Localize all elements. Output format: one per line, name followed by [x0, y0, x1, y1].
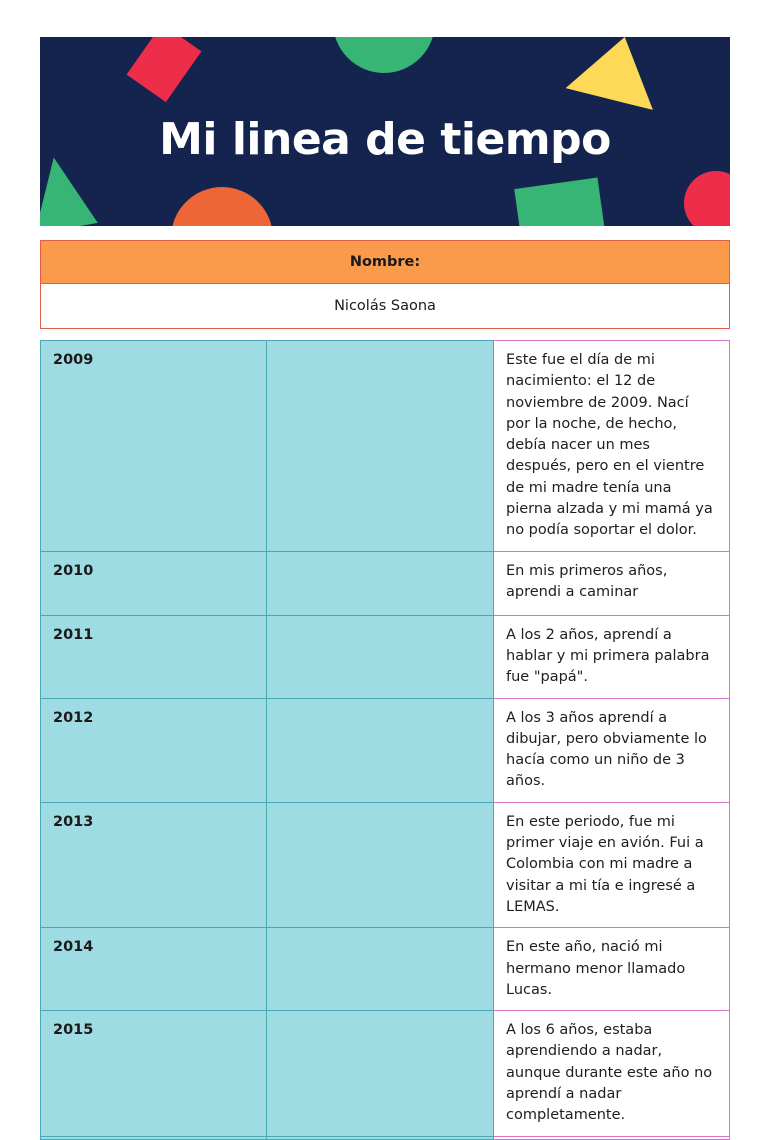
- red-rectangle-shape: [127, 37, 202, 102]
- timeline-description: A los 3 años aprendí a dibujar, pero obviamente lo hacía como un niño de 3 años.: [494, 698, 730, 802]
- name-table: [40, 240, 730, 329]
- timeline-empty-cell: [267, 1136, 494, 1139]
- timeline-description: Este fue el día de mi nacimiento: el 12 de noviembre de 2009. Nací por la noche, de hecho, debía nacer un mes después, pero en el vientre de mi madre tenía una pierna alzada y mi mamá ya no podía soportar el dolor.: [494, 341, 730, 552]
- timeline-empty-cell: [267, 615, 494, 698]
- timeline-empty-cell: [267, 802, 494, 927]
- timeline-year: 2011: [41, 615, 267, 698]
- timeline-year: 2013: [41, 802, 267, 927]
- timeline-empty-cell: [267, 341, 494, 552]
- timeline-year: 2009: [41, 341, 267, 552]
- red-circle-shape: [684, 171, 730, 226]
- timeline-year: 2012: [41, 698, 267, 802]
- timeline-year: 2014: [41, 928, 267, 1011]
- timeline-row: [41, 341, 730, 552]
- timeline-description: En este año, nació mi hermano menor llamado Lucas.: [494, 928, 730, 1011]
- green-semicircle-shape: [333, 37, 435, 73]
- timeline-row: [41, 802, 730, 927]
- timeline-empty-cell: [267, 928, 494, 1011]
- name-value: Nicolás Saona: [41, 284, 730, 329]
- timeline-description: A los 6 años, estaba aprendiendo a nadar, aunque durante este año no aprendí a nadar completamente.: [494, 1011, 730, 1136]
- green-triangle-shape: [40, 152, 98, 226]
- timeline-table: [40, 340, 730, 1140]
- title-banner: [40, 37, 730, 226]
- timeline-empty-cell: [267, 551, 494, 615]
- timeline-year: 2010: [41, 551, 267, 615]
- green-trapezoid-shape: [514, 177, 606, 226]
- timeline-empty-cell: [267, 698, 494, 802]
- timeline-row: [41, 698, 730, 802]
- timeline-row-partial: [41, 1136, 730, 1139]
- timeline-year: 2015: [41, 1011, 267, 1136]
- timeline-row: [41, 928, 730, 1011]
- timeline-description: En este periodo, fue mi primer viaje en avión. Fui a Colombia con mi madre a visitar a mi tía e ingresé a LEMAS.: [494, 802, 730, 927]
- page-title: Mi linea de tiempo: [159, 114, 611, 165]
- name-label: Nombre:: [41, 241, 730, 284]
- timeline-row: [41, 1011, 730, 1136]
- orange-semicircle-shape: [171, 187, 273, 226]
- timeline-description: En mis primeros años, aprendi a caminar: [494, 551, 730, 615]
- timeline-empty-cell: [267, 1011, 494, 1136]
- timeline-year-partial: [41, 1136, 267, 1139]
- yellow-triangle-shape: [566, 37, 669, 110]
- timeline-row: [41, 551, 730, 615]
- timeline-description: A los 2 años, aprendí a hablar y mi primera palabra fue "papá".: [494, 615, 730, 698]
- timeline-description-partial: [494, 1136, 730, 1139]
- timeline-row: [41, 615, 730, 698]
